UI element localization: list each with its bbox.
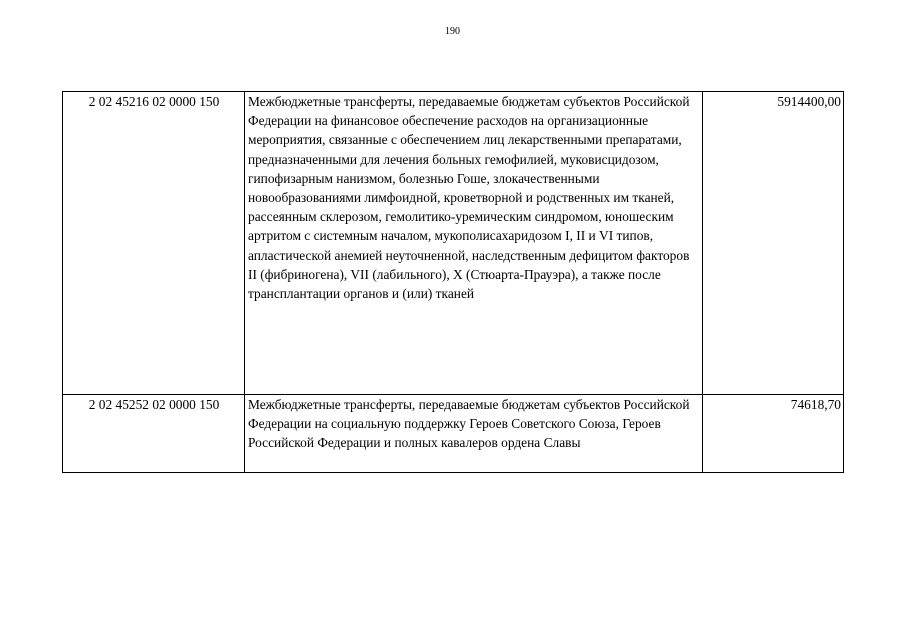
amount-cell: 74618,70 (703, 395, 844, 473)
budget-table (62, 91, 844, 473)
table-row (63, 92, 844, 395)
amount-cell: 5914400,00 (703, 92, 844, 395)
description-cell: Межбюджетные трансферты, передаваемые бюджетам субъектов Российской Федерации на социальную поддержку Героев Советского Союза, Героев Российской Федерации и полных кавалеров ордена Славы (245, 395, 703, 473)
description-cell: Межбюджетные трансферты, передаваемые бюджетам субъектов Российской Федерации на финансовое обеспечение расходов на организационные мероприятия, связанные с обеспечением лиц лекарственными препаратами, предназначенными для лечения больных гемофилией, муковисцидозом, гипофизарным нанизмом, болезнью Гоше, злокачественными новообразованиями лимфоидной, кроветворной и родственных им тканей, рассеянным склерозом, гемолитико-уремическим синдромом, юношеским артритом с системным началом, мукополисахаридозом I, II и VI типов, апластической анемией неуточненной, наследственным дефицитом факторов II (фибриногена), VII (лабильного), X (Стюарта-Прауэра), а также после трансплантации органов и (или) тканей (245, 92, 703, 395)
budget-code-cell: 2 02 45252 02 0000 150 (63, 395, 245, 473)
page-number: 190 (445, 26, 460, 37)
budget-code-cell: 2 02 45216 02 0000 150 (63, 92, 245, 395)
table-row (63, 395, 844, 473)
